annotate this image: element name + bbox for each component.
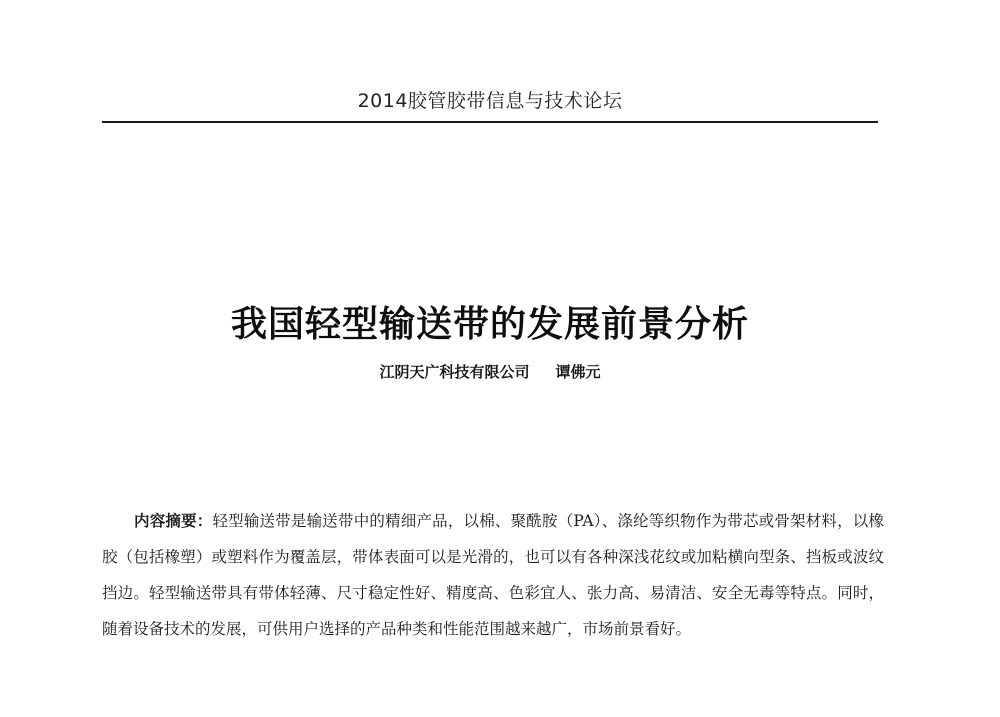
- affiliation: 江阴天广科技有限公司: [379, 363, 530, 381]
- header-rule: [102, 121, 878, 123]
- author-name: 谭佛元: [555, 363, 601, 381]
- abstract-label: 内容摘要：: [134, 512, 213, 530]
- running-header: 2014胶管胶带信息与技术论坛: [357, 90, 623, 112]
- abstract-paragraph: [102, 503, 884, 647]
- abstract-text: 轻型输送带是输送带中的精细产品，以棉、聚酰胺（PA）、涤纶等织物作为带芯或骨架材料，以橡胶（包括橡塑）或塑料作为覆盖层，带体表面可以是光滑的，也可以有各种深浅花纹或加粘横向型条、挡板或波纹挡边。轻型输送带具有带体轻薄、尺寸稳定性好、精度高、色彩宜人、张力高、易清洁、安全无毒等特点。同时，随着设备技术的发展，可供用户选择的产品种类和性能范围越来越广，市场前景看好。: [102, 512, 884, 638]
- article-title: 我国轻型输送带的发展前景分析: [230, 303, 749, 345]
- author-line: [102, 361, 878, 382]
